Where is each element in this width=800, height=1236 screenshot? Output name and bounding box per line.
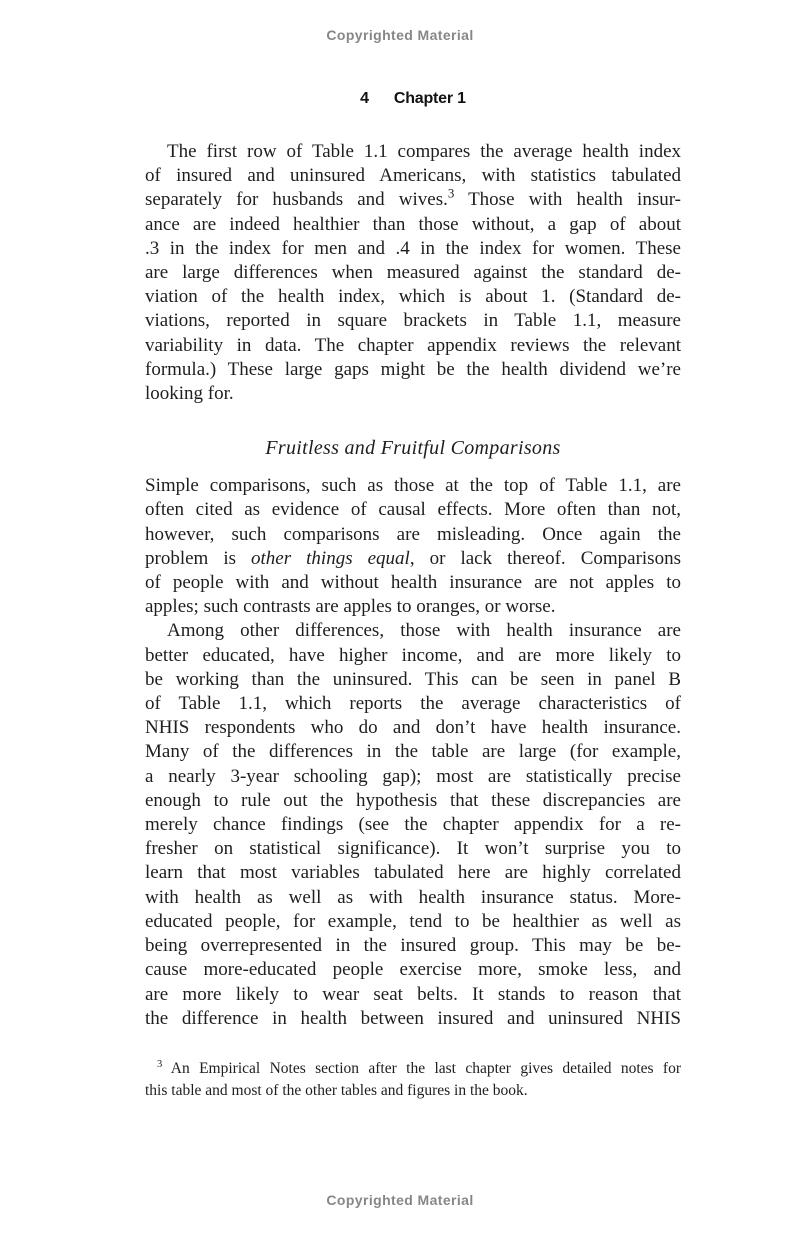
text-line (145, 140, 681, 164)
text-run: this table and most of the other tables and figures in the book. (145, 1082, 528, 1099)
text-line (145, 523, 681, 547)
footnote (145, 1058, 681, 1102)
text-run: educated people, for example, tend to be healthier as well as (145, 910, 681, 932)
text-run: viation of the health index, which is about 1. (Standard de- (145, 286, 681, 308)
page-number: 4 (360, 90, 369, 107)
text-run: An Empirical Notes section after the last chapter gives detailed notes for (162, 1060, 681, 1077)
text-line (145, 358, 681, 382)
text-line (145, 983, 681, 1007)
text-run: NHIS respondents who do and don’t have health insurance. (145, 717, 681, 739)
text-run: separately for husbands and wives. (145, 189, 448, 211)
text-line (145, 1080, 681, 1102)
paragraph (145, 140, 681, 406)
text-line (145, 498, 681, 522)
text-run: with health as well as with health insurance status. More- (145, 886, 681, 908)
text-line (145, 1058, 681, 1080)
text-run: , or lack thereof. Comparisons (409, 547, 681, 569)
text-run: the difference in health between insured and uninsured NHIS (145, 1007, 681, 1029)
text-run: are large differences when measured against the standard de- (145, 262, 681, 284)
text-run: are more likely to wear seat belts. It stands to reason that (145, 983, 681, 1005)
text-line (145, 692, 681, 716)
text-run: often cited as evidence of causal effects. More often than not, (145, 499, 681, 521)
text-line (145, 644, 681, 668)
text-run: enough to rule out the hypothesis that these discrepancies are (145, 789, 681, 811)
text-line (145, 164, 681, 188)
text-run: Among other differences, those with health insurance are (167, 620, 681, 642)
section-heading: Fruitless and Fruitful Comparisons (265, 437, 561, 460)
text-line (145, 237, 681, 261)
text-run: .3 in the index for men and .4 in the index for women. These (145, 237, 681, 259)
text-run: ance are indeed healthier than those without, a gap of about (145, 213, 681, 235)
paragraph (145, 474, 681, 619)
paragraph (145, 619, 681, 1030)
text-run: of Table 1.1, which reports the average characteristics of (145, 693, 681, 715)
chapter-label: Chapter 1 (393, 90, 466, 107)
text-line (145, 813, 681, 837)
footnote-marker: 3 (157, 1058, 163, 1070)
text-line (145, 789, 681, 813)
text-line (145, 382, 681, 406)
text-run: learn that most variables tabulated here are highly correlated (145, 862, 681, 884)
text-line (145, 910, 681, 934)
text-run: be working than the uninsured. This can be seen in panel B (145, 668, 681, 690)
running-head (145, 90, 681, 108)
text-run: Simple comparisons, such as those at the top of Table 1.1, are (145, 475, 681, 497)
text-run: Many of the differences in the table are large (for example, (145, 741, 681, 763)
text-line (145, 958, 681, 982)
text-line (145, 861, 681, 885)
text-run: being overrepresented in the insured group. This may be be- (145, 935, 681, 957)
text-run: formula.) These large gaps might be the health dividend we’re (145, 358, 681, 380)
text-line (145, 886, 681, 910)
text-run: of people with and without health insurance are not apples to (145, 572, 681, 594)
text-run: looking for. (145, 383, 234, 405)
text-run: Those with health insur- (454, 189, 681, 211)
text-line (145, 668, 681, 692)
text-line (145, 619, 681, 643)
emphasized-text: other things equal (251, 547, 410, 569)
text-line (145, 571, 681, 595)
copyright-notice-bottom: Copyrighted Material (326, 1192, 474, 1208)
text-line (145, 1007, 681, 1031)
text-run: a nearly 3-year schooling gap); most are statistically precise (145, 765, 681, 787)
text-run: apples; such contrasts are apples to oranges, or worse. (145, 596, 556, 618)
text-run: of insured and uninsured Americans, with statistics tabulated (145, 165, 681, 187)
footnote-marker: 3 (447, 186, 455, 202)
text-line (145, 213, 681, 237)
text-line (145, 261, 681, 285)
text-run: however, such comparisons are misleading. Once again the (145, 523, 681, 545)
body-text (145, 140, 681, 1031)
copyright-notice-top: Copyrighted Material (326, 27, 474, 43)
text-run: problem is (145, 547, 252, 569)
text-line (145, 309, 681, 333)
text-line (145, 474, 681, 498)
text-run: cause more-educated people exercise more, smoke less, and (145, 959, 681, 981)
text-run: fresher on statistical significance). It won’t surprise you to (145, 838, 681, 860)
text-line (145, 595, 681, 619)
text-run: merely chance findings (see the chapter appendix for a re- (145, 814, 681, 836)
text-line (145, 716, 681, 740)
text-line (145, 547, 681, 571)
text-line (145, 285, 681, 309)
text-run: viations, reported in square brackets in Table 1.1, measure (145, 310, 681, 332)
text-line (145, 188, 681, 212)
text-line (145, 740, 681, 764)
text-line (145, 765, 681, 789)
text-run: better educated, have higher income, and are more likely to (145, 644, 681, 666)
text-run: The first row of Table 1.1 compares the average health index (167, 141, 681, 162)
text-line (145, 837, 681, 861)
text-line (145, 334, 681, 358)
text-run: variability in data. The chapter appendix reviews the relevant (145, 334, 681, 356)
text-line (145, 934, 681, 958)
